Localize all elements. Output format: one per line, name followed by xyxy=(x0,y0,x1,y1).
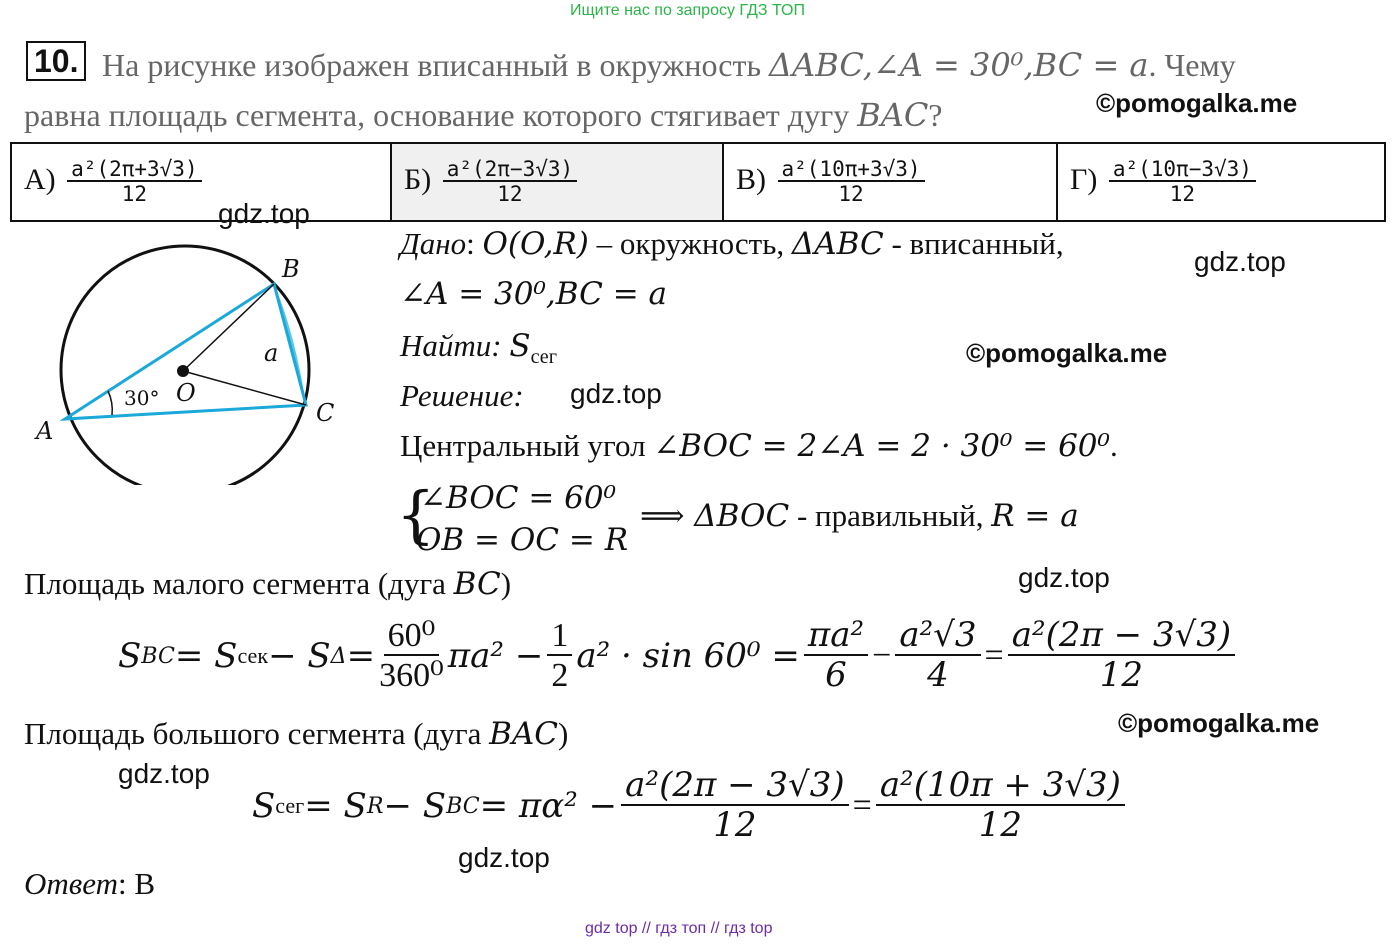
option-b[interactable]: Б) $\frac{\text{a²(2π−3√3)}}{12}$ xyxy=(391,143,723,221)
label-b: B xyxy=(282,255,300,283)
answer-options-table xyxy=(10,142,1386,222)
find-line: Найти: $S_{сег}$ xyxy=(400,328,557,369)
fraction-60-360: $\frac{\text{60⁰}}{\text{360⁰}}$ xyxy=(379,617,444,694)
central-angle-line: Центральный угол ∠BOC = 2∠A = 2 · 30⁰ = 60⁰. xyxy=(400,428,1118,464)
formula-small-segment: S BC = S сек − S Δ = $\frac{\text{60⁰}}{\text{360⁰}}$ πa² − $\frac{1}{2}$ a² · sin 60⁰ = $\frac{\text{πa²}}{6}$ − $\frac{\text{a²√3}}{4}$ = $\frac{\text{a²(2π − 3√3)}}{12}$ xyxy=(118,618,1239,695)
footer-links: gdz top // гдз топ // гдз top xyxy=(585,920,773,937)
fraction-big-result: $\frac{\text{a²(10π + 3√3)}}{12}$ xyxy=(876,768,1125,845)
small-segment-heading: Площадь малого сегмента (дуга BC) xyxy=(24,566,512,602)
option-g-fraction: $\frac{\text{a²(10π−3√3)}}{12}$ xyxy=(1109,158,1256,206)
option-a-fraction: $\frac{\text{a²(2π+3√3)}}{12}$ xyxy=(67,158,201,206)
watermark-gdz-2: gdz.top xyxy=(1194,246,1286,277)
task-number-box: 10. xyxy=(26,41,86,81)
label-angle: 30° xyxy=(124,386,160,410)
watermark-pomogalka-2: ©pomogalka.me xyxy=(966,338,1168,368)
watermark-gdz-5: gdz.top xyxy=(118,758,210,789)
watermark-gdz-3: gdz.top xyxy=(570,378,662,409)
big-segment-heading: Площадь большого сегмента (дуга BAC) xyxy=(24,716,569,752)
watermark-pomogalka-3: ©pomogalka.me xyxy=(1118,708,1320,738)
task-number xyxy=(26,42,86,80)
formula-big-segment: S сег = S R − S BC = πα² − $\frac{\text{a²(2π − 3√3)}}{12}$ = $\frac{\text{a²(10π + 3√3)}}{12}$ xyxy=(252,768,1129,845)
option-g[interactable]: Г) $\frac{\text{a²(10π−3√3)}}{12}$ xyxy=(1057,143,1385,221)
given-line-1: Дано: O(O,R) – окружность, ΔABC - вписанный, xyxy=(400,226,1064,262)
fraction-small-result: $\frac{\text{a²(2π − 3√3)}}{12}$ xyxy=(1008,618,1235,695)
label-c: C xyxy=(316,399,335,427)
watermark-gdz-6: gdz.top xyxy=(458,842,550,873)
center-point xyxy=(177,365,189,377)
option-a[interactable]: А) $\frac{\text{a²(2π+3√3)}}{12}$ xyxy=(11,143,391,221)
given-line-2: ∠A = 30⁰,BC = a xyxy=(400,276,668,312)
fraction-big-1: $\frac{\text{a²(2π − 3√3)}}{12}$ xyxy=(621,768,848,845)
watermark-gdz-1: gdz.top xyxy=(218,198,310,229)
task-line-2: равна площадь сегмента, основание которого стягивает дугу BAC? xyxy=(24,96,943,134)
top-banner: Ищите нас по запросу ГДЗ ТОП xyxy=(570,2,805,19)
radius-oc xyxy=(183,371,306,405)
radius-ob xyxy=(183,284,274,371)
fraction-pi-a2-6: $\frac{\text{πa²}}{6}$ xyxy=(804,618,868,695)
fraction-a2-sqrt3-4: $\frac{\text{a²√3}}{4}$ xyxy=(895,618,980,695)
option-v-fraction: $\frac{\text{a²(10π+3√3)}}{12}$ xyxy=(778,158,925,206)
task-line-1: На рисунке изображен вписанный в окружность ΔABC,∠A = 30⁰,BC = a. Чему xyxy=(102,46,1236,84)
geometry-figure xyxy=(30,225,340,485)
system-result: ⟹ ΔBOC - правильный, R = a xyxy=(640,498,1079,534)
fraction-1-2: $\frac{1}{2}$ xyxy=(547,618,572,695)
system-eq-1: ∠BOC = 60⁰ xyxy=(420,480,617,516)
angle-arc xyxy=(108,391,112,415)
answer-line: Ответ: В xyxy=(24,866,156,901)
watermark-pomogalka-1: ©pomogalka.me xyxy=(1096,88,1298,118)
label-o: O xyxy=(176,379,196,407)
watermark-gdz-4: gdz.top xyxy=(1018,562,1110,593)
system-eq-2: OB = OC = R xyxy=(416,522,629,558)
system-brace: { xyxy=(396,478,436,551)
label-a: A xyxy=(36,417,54,445)
option-b-fraction: $\frac{\text{a²(2π−3√3)}}{12}$ xyxy=(443,158,577,206)
label-side-a: a xyxy=(264,339,279,367)
option-v[interactable]: В) $\frac{\text{a²(10π+3√3)}}{12}$ xyxy=(723,143,1057,221)
solution-label: Решение: xyxy=(400,378,524,413)
